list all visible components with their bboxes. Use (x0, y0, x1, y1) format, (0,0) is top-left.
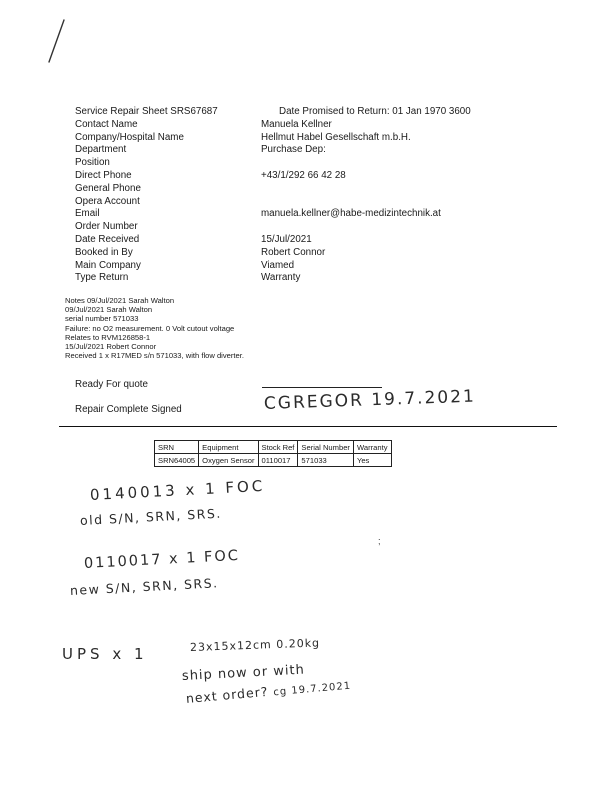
table-cell: Oxygen Sensor (199, 454, 258, 467)
field-label: Company/Hospital Name (75, 131, 184, 143)
field-row-position (75, 157, 505, 170)
field-label: Booked in By (75, 246, 133, 258)
field-label: Position (75, 157, 110, 169)
field-value: +43/1/292 66 42 28 (261, 169, 346, 181)
column-header: Stock Ref (258, 441, 298, 454)
field-value: Warranty (261, 272, 301, 284)
note-line: Notes 09/Jul/2021 Sarah Walton (65, 296, 175, 305)
column-header: Warranty (353, 441, 391, 454)
handwritten-note-old-refs: old S/N, SRN, SRS. (79, 505, 223, 528)
field-label: General Phone (75, 182, 141, 194)
table-cell: SRN64005 (155, 454, 199, 467)
field-row-order-number (75, 221, 505, 234)
handwritten-note-new-refs: new S/N, SRN, SRS. (69, 575, 219, 598)
field-value: manuela.kellner@habe-medizintechnik.at (261, 208, 441, 220)
notes-block (65, 296, 244, 360)
field-label: Contact Name (75, 118, 138, 130)
table-cell: 0110017 (258, 454, 298, 467)
handwritten-note-new-part: 0110017 x 1 FOC (83, 547, 241, 572)
field-row-main-company (75, 260, 505, 273)
note-line: Received 1 x R17MED s/n 571033, with flow diverter. (65, 351, 244, 361)
field-value: Purchase Dep: (261, 144, 326, 156)
note-line: 15/Jul/2021 Robert Connor (65, 341, 157, 351)
note-line: 09/Jul/2021 Sarah Walton (65, 305, 153, 315)
note-line: serial number 571033 (65, 314, 139, 324)
field-row-type-return (75, 272, 505, 285)
field-value: Viamed (261, 259, 295, 271)
column-header: SRN (155, 441, 199, 454)
field-value: Hellmut Habel Gesellschaft m.b.H. (261, 131, 411, 143)
date-promised: Date Promised to Return: 01 Jan 1970 3600 (279, 106, 471, 117)
field-row-department (75, 144, 505, 157)
field-row-company (75, 132, 505, 145)
field-value: Manuela Kellner (261, 118, 332, 130)
equipment-table (154, 440, 392, 467)
note-line: Relates to RVM126858-1 (65, 332, 151, 342)
field-label: Email (75, 208, 100, 220)
handwritten-initials-date: cg 19.7.2021 (272, 680, 352, 699)
handwritten-signature: CGREGOR 19.7.2021 (263, 386, 477, 414)
field-row-opera-account (75, 196, 505, 209)
section-divider (59, 426, 557, 427)
pen-stroke-mark (44, 18, 70, 64)
details-block (75, 106, 505, 285)
stray-mark: ; (378, 536, 381, 546)
field-row-booked-in-by (75, 247, 505, 260)
field-label: Main Company (75, 259, 141, 271)
field-value: Robert Connor (261, 246, 326, 258)
column-header: Equipment (199, 441, 258, 454)
table-header-row (155, 441, 392, 454)
handwritten-note-old-part: 0140013 x 1 FOC (89, 476, 266, 504)
field-label: Direct Phone (75, 169, 132, 181)
field-label: Type Return (75, 272, 129, 284)
field-row-date-received (75, 234, 505, 247)
note-line: Failure: no O2 measurement. 0 Volt cutout voltage (65, 323, 235, 333)
field-row-direct-phone (75, 170, 505, 183)
header-row (75, 106, 505, 119)
field-label: Date Received (75, 233, 140, 245)
handwritten-next-order-text: next order? (185, 683, 269, 706)
field-row-general-phone (75, 183, 505, 196)
field-value: 15/Jul/2021 (261, 233, 312, 245)
repair-complete-label: Repair Complete Signed (75, 404, 182, 415)
table-cell: Yes (353, 454, 391, 467)
handwritten-note-dimensions: 23x15x12cm 0.20kg (189, 636, 321, 654)
table-row (155, 454, 392, 467)
field-label: Opera Account (75, 195, 140, 207)
ready-for-quote-label: Ready For quote (75, 379, 148, 390)
ready-for-quote-signature-line (262, 387, 382, 388)
column-header: Serial Number (298, 441, 354, 454)
sheet-title: Service Repair Sheet SRS67687 (75, 106, 218, 117)
field-row-email (75, 208, 505, 221)
handwritten-note-ups: UPS x 1 (62, 645, 148, 663)
table-cell: 571033 (298, 454, 354, 467)
field-label: Department (75, 144, 127, 156)
handwritten-note-ship-question: ship now or with (181, 662, 306, 684)
field-label: Order Number (75, 221, 138, 233)
field-row-contact-name (75, 119, 505, 132)
